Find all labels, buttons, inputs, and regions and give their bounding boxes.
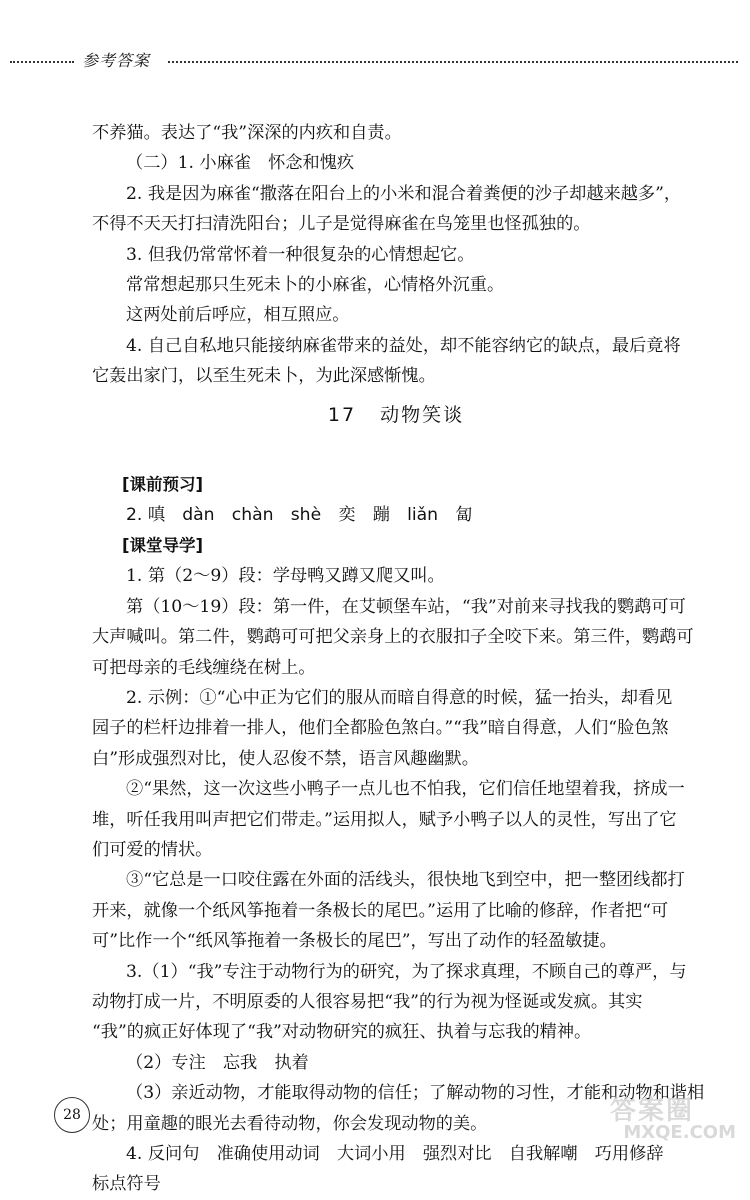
text-line: 这两处前后呼应，相互照应。 <box>126 305 350 326</box>
text-line: 它轰出家门，以至生死未卜，为此深感惭愧。 <box>92 366 436 387</box>
text-line: 不得不天天打扫清洗阳台；儿子是觉得麻雀在鸟笼里也怪孤独的。 <box>92 214 591 235</box>
watermark-logo: 答案圈 <box>610 1096 695 1126</box>
text-line: （2）专注 忘我 执着 <box>126 1052 309 1073</box>
text-line: （二）1. 小麻雀 怀念和愧疚 <box>126 153 355 174</box>
text-line: 园子的栏杆边排着一排人，他们全都脸色煞白。”“我”暗自得意，人们“脸色煞 <box>92 718 669 739</box>
text-line: 第（10～19）段：第一件，在艾顿堡车站，“我”对前来寻找我的鹦鹉可可 <box>126 596 686 617</box>
text-line: 常常想起那只生死未卜的小麻雀，心情格外沉重。 <box>126 275 505 296</box>
text-line: 4. 自己自私地只能接纳麻雀带来的益处，却不能容纳它的缺点，最后竟将 <box>126 335 681 356</box>
section-heading <box>92 400 700 430</box>
text-line: 3. 但我仍常常怀着一种很复杂的心情想起它。 <box>126 244 475 265</box>
text-line: 4. 反问句 准确使用动词 大词小用 强烈对比 自我解嘲 巧用修辞 <box>126 1144 664 1164</box>
text-line: 白”形成强烈对比，使人忍俊不禁，语言风趣幽默。 <box>92 748 479 769</box>
header-title: 参考答案 <box>82 51 151 70</box>
text-line: ②“果然，这一次这些小鸭子一点儿也不怕我，它们信任地望着我，挤成一 <box>126 779 685 800</box>
section-number: 17 <box>327 403 357 426</box>
preview-tag: [课前预习] <box>122 475 204 495</box>
text-line: 动物打成一片，不明原委的人很容易把“我”的行为视为怪诞或发疯。其实 <box>92 991 643 1012</box>
text-line: 大声喊叫。第二件，鹦鹉可可把父亲身上的衣服扣子全咬下来。第三件，鹦鹉可 <box>92 627 694 648</box>
text-line: 可”比作一个“纸风筝拖着一条极长的尾巴”，写出了动作的轻盈敏捷。 <box>92 931 617 952</box>
text-line: 2. 示例：①“心中正为它们的服从而暗自得意的时候，猛一抬头，却看见 <box>126 687 673 708</box>
text-line: 2. 我是因为麻雀“撒落在阳台上的小米和混合着粪便的沙子却越来越多”， <box>126 183 682 204</box>
text-line: “我”的疯正好体现了“我”对动物研究的疯狂、执着与忘我的精神。 <box>92 1022 592 1043</box>
text-line: 们可爱的情状。 <box>92 839 213 860</box>
text-line: 标点符号 <box>92 1174 161 1195</box>
text-line: 1. 第（2～9）段：学母鸭又蹲又爬又叫。 <box>126 566 445 587</box>
section-title: 动物笑谈 <box>380 403 465 426</box>
preview-line: 2. 嗔 dàn chàn shè 奕 蹦 liǎn 匐 <box>126 505 473 526</box>
text-line: 不养猫。表达了“我”深深的内疚和自责。 <box>92 123 402 143</box>
text-line: （3）亲近动物，才能取得动物的信任；了解动物的习性，才能和动物和谐相 <box>126 1083 705 1104</box>
header-rule-right <box>168 61 738 63</box>
page-header <box>0 48 750 72</box>
watermark-url: MXQE.COM <box>623 1122 736 1143</box>
text-line: 处；用童趣的眼光去看待动物，你会发现动物的美。 <box>92 1113 488 1134</box>
page-number: 28 <box>54 1097 90 1133</box>
answer-content <box>92 118 705 1200</box>
header-rule-left <box>10 61 74 63</box>
text-line: ③“它总是一口咬住露在外面的活线头，很快地飞到空中，把一整团线都打 <box>126 870 685 891</box>
text-line: 3.（1）“我”专注于动物行为的研究，为了探求真理，不顾自己的尊严，与 <box>126 961 687 982</box>
text-line: 开来，就像一个纸风筝拖着一条极长的尾巴。”运用了比喻的修辞，作者把“可 <box>92 900 669 921</box>
text-line: 可把母亲的毛线缠绕在树上。 <box>92 657 316 678</box>
guide-tag: [课堂导学] <box>122 535 204 555</box>
text-line: 堆，听任我用叫声把它们带走。”运用拟人，赋予小鸭子以人的灵性，写出了它 <box>92 809 677 830</box>
